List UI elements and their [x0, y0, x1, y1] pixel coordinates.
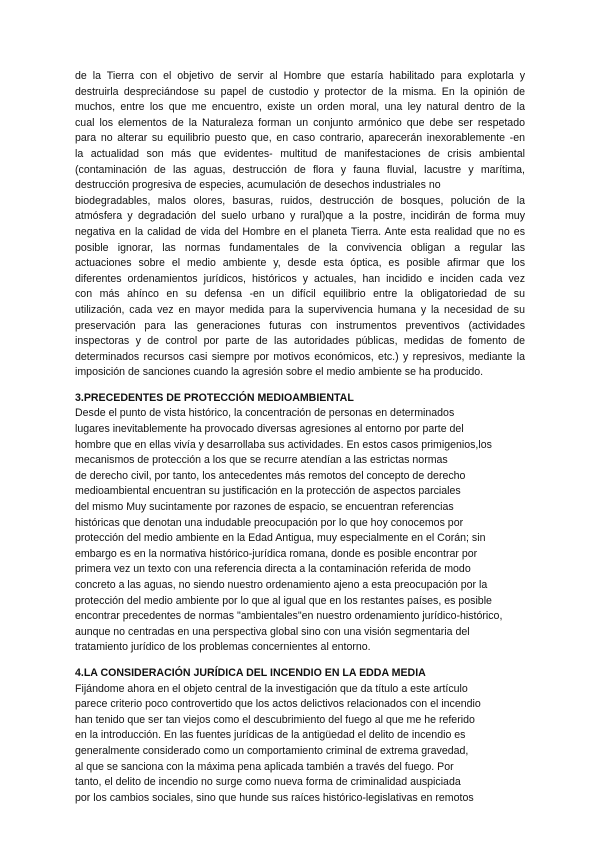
text-line: cual los elementos de la Naturaleza forman un conjunto armónico que debe ser respetado [75, 116, 525, 129]
text-line: lugares inevitablemente ha provocado diversas agresiones al entorno por parte del [75, 423, 464, 436]
text-line: con más ahínco en su defensa -en un difícil equilibrio entre la obligatoriedad de su [75, 288, 525, 301]
section-heading: 3.PRECEDENTES DE PROTECCIÓN MEDIOAMBIENTAL [75, 391, 354, 404]
text-line: inspectoras y de control por parte de las autoridades públicas, medidas de fomento de [75, 335, 525, 348]
text-line: muchos, entre los que me encuentro, existe un orden moral, una ley natural dentro de la [75, 101, 525, 114]
text-line: aunque no centradas en una perspectiva global sino con una visión segmentaria del [75, 625, 470, 638]
section-4 [75, 666, 525, 806]
paragraph-gap [75, 656, 525, 666]
text-line: para no alterar su equilibrio puesto que, en caso contrario, aparecerán inexorablemente -en [75, 132, 525, 145]
text-line: de la Tierra con el objetivo de servir al Hombre que estaría habilitado para explotarla y [75, 70, 525, 82]
text-line: al que se sanciona con la máxima pena aplicada también a través del fuego. Por [75, 760, 454, 773]
text-line: en la introducción. En las fuentes jurídicas de la antigüedad el delito de incendio es [75, 729, 466, 742]
text-line: (contaminación de las aguas, destrucción de flora y fauna fluvial, lacustre y marítima, [75, 163, 525, 176]
text-line: destruirla despreciándose su papel de custodio y protector de la misma. En la opinión de [75, 85, 525, 98]
text-line: la actualidad son más que evidentes- multitud de manifestaciones de crisis ambiental [75, 147, 525, 160]
text-line: imposición de sanciones cuando la agresión sobre el medio ambiente se ha producido. [75, 366, 484, 379]
text-line: determinados recursos casi siempre por motivos económicos, etc.) y represivos, mediante la [75, 350, 525, 363]
text-line: actuaciones sobre el medio ambiente y, desde esta óptica, es posible afirmar que los [75, 257, 525, 270]
text-line: primera vez un texto con una referencia directa a la contaminación referida de modo [75, 563, 471, 576]
text-line: del mismo Muy sucintamente por razones de espacio, se encuentran referencias [75, 501, 454, 514]
text-line: preservación para las generaciones futuras con instrumentos preventivos (actividades [75, 319, 525, 332]
text-line: encontrar precedentes de normas "ambientales"en nuestro ordenamiento jurídico-histórico, [75, 610, 503, 623]
section-3 [75, 391, 525, 656]
text-line: Desde el punto de vista histórico, la concentración de personas en determinados [75, 407, 455, 420]
text-line: negativa en la calidad de vida del Hombre en el planeta Tierra. Ante esta realidad que no es [75, 225, 525, 238]
document-body [75, 69, 525, 806]
text-line: utilización, cada vez en mayor medida para la supervivencia humana y la necesidad de su [75, 303, 525, 316]
text-line: biodegradables, malos olores, basuras, ruidos, destrucción de bosques, polución de la [75, 194, 525, 207]
text-line: por los cambios sociales, sino que hunde sus raíces histórico-legislativas en remotos [75, 791, 474, 804]
text-line: históricas que denotan una indudable preocupación por lo que hoy conocemos por [75, 516, 464, 529]
paragraph-1 [75, 69, 525, 381]
text-line: destrucción progresiva de especies, acumulación de desechos industriales no [75, 179, 441, 192]
text-line: posible ignorar, las normas fundamentales de la convivencia obligan a regular las [75, 241, 525, 254]
text-line: atmósfera y degradación del suelo urbano y rural)que a la postre, incidirán de forma muy [75, 210, 525, 223]
text-line: han tenido que ser tan viejos como el descubrimiento del fuego al que me he referido [75, 713, 475, 726]
text-line: concreto a las aguas, no siendo nuestro ordenamiento ajeno a esta preocupación por la [75, 579, 488, 591]
paragraph-gap [75, 381, 525, 391]
text-line: tratamiento jurídico de los problemas concernientes al entorno. [75, 641, 371, 654]
text-line: mecanismos de protección a los que se recurre atendían a las estrictas normas [75, 454, 448, 467]
text-line: tanto, el delito de incendio no surge como nueva forma de criminalidad auspiciada [75, 776, 461, 789]
text-line: medioambiental encuentran su justificación en la protección de aspectos parciales [75, 485, 461, 498]
text-line: Fijándome ahora en el objeto central de la investigación que da título a este artículo [75, 682, 468, 695]
text-line: protección del medio ambiente en la Edad Antigua, muy especialmente en el Corán; sin [75, 532, 486, 545]
text-line: diferentes ordenamientos jurídicos, históricos y actuales, han incidido e inciden cada vez [75, 272, 525, 285]
text-line: hombre que en ellas vivía y desarrollaba sus actividades. En estos casos primigenios,los [75, 438, 492, 451]
text-line: de derecho civil, por tanto, los antecedentes más remotos del concepto de derecho [75, 469, 466, 482]
text-line: generalmente considerado como un comportamiento criminal de extrema gravedad, [75, 744, 469, 757]
text-line: protección del medio ambiente por lo que al igual que en los restantes países, es posible [75, 594, 492, 607]
text-line: parece criterio poco controvertido que los actos delictivos relacionados con el incendio [75, 698, 481, 711]
text-line: embargo es en la normativa histórico-jurídica romana, donde es posible encontrar por [75, 547, 478, 560]
section-heading: 4.LA CONSIDERACIÓN JURÍDICA DEL INCENDIO EN LA EDDA MEDIA [75, 666, 426, 679]
